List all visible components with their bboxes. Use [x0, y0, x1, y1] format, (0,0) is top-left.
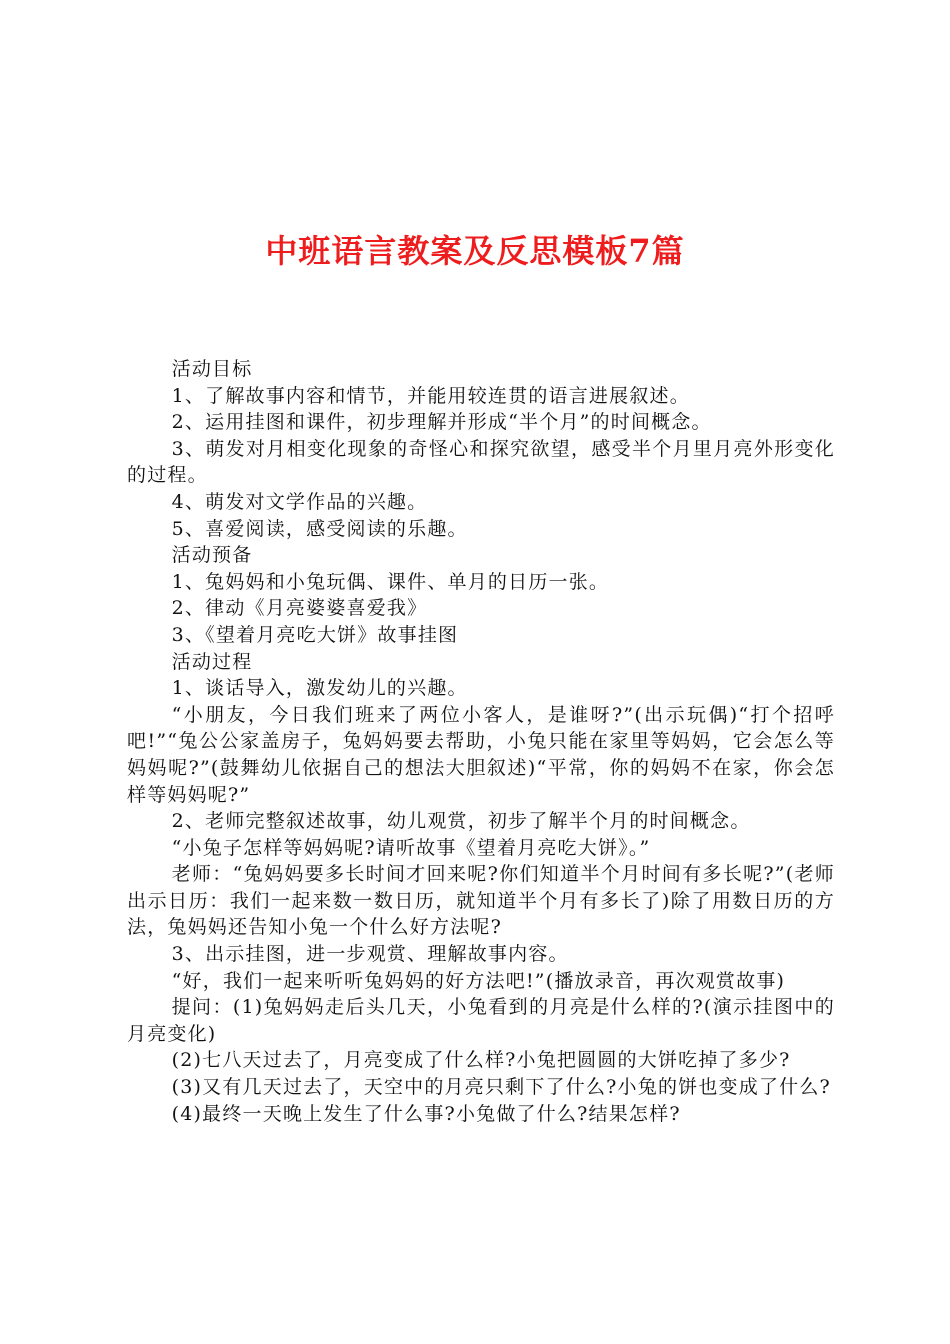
paragraph: 2、老师完整叙述故事，幼儿观赏，初步了解半个月的时间概念。	[171, 810, 751, 833]
section-heading-preparation: 活动预备	[171, 544, 253, 567]
paragraph: 5、喜爱阅读，感受阅读的乐趣。	[171, 517, 468, 540]
paragraph: (4)最终一天晚上发生了什么事?小兔做了什么?结果怎样?	[171, 1102, 681, 1125]
paragraph: 3、出示挂图，进一步观赏、理解故事内容。	[171, 943, 569, 966]
document-title: 中班语言教案及反思模板7篇	[265, 232, 685, 271]
section-heading-process: 活动过程	[171, 650, 253, 673]
paragraph: 2、律动《月亮婆婆喜爱我》	[171, 597, 428, 620]
document-body	[127, 356, 835, 1127]
paragraph: (3)又有几天过去了，天空中的月亮只剩下了什么?小兔的饼也变成了什么?	[171, 1076, 831, 1099]
paragraph: 3、《望着月亮吃大饼》故事挂图	[171, 623, 459, 646]
paragraph: “小兔子怎样等妈妈呢?请听故事《望着月亮吃大饼》。”	[171, 836, 651, 859]
paragraph: (2)七八天过去了，月亮变成了什么样?小兔把圆圆的大饼吃掉了多少?	[171, 1049, 791, 1072]
paragraph: 2、运用挂图和课件，初步理解并形成“半个月”的时间概念。	[171, 411, 712, 434]
paragraph: 4、萌发对文学作品的兴趣。	[171, 490, 428, 513]
paragraph: “小朋友，今日我们班来了两位小客人，是谁呀?”(出示玩偶)“打个招呼吧!”“兔公公家盖房子，兔妈妈要去帮助，小兔只能在家里等妈妈，它会怎么等妈妈呢?”(鼓舞幼儿依据自己的想法大胆叙述)“平常，你的妈妈不在家，你会怎样等妈妈呢?”	[127, 703, 835, 806]
paragraph: 1、兔妈妈和小兔玩偶、课件、单月的日历一张。	[171, 570, 610, 593]
paragraph: 3、萌发对月相变化现象的奇怪心和探究欲望，感受半个月里月亮外形变化的过程。	[127, 437, 835, 487]
paragraph: 提问：(1)兔妈妈走后头几天，小兔看到的月亮是什么样的?(演示挂图中的月亮变化)	[127, 996, 835, 1045]
paragraph: 老师：“兔妈妈要多长时间才回来呢?你们知道半个月时间有多长呢?”(老师出示日历：我们一起来数一数日历，就知道半个月有多长了)除了用数日历的方法，兔妈妈还告知小兔一个什么好方法呢?	[127, 863, 835, 939]
paragraph: 1、谈话导入，激发幼儿的兴趣。	[171, 677, 468, 700]
section-heading-goals: 活动目标	[171, 358, 253, 380]
paragraph: “好，我们一起来听听兔妈妈的好方法吧!”(播放录音，再次观赏故事)	[171, 969, 786, 992]
paragraph: 1、了解故事内容和情节，并能用较连贯的语言进展叙述。	[171, 384, 690, 407]
